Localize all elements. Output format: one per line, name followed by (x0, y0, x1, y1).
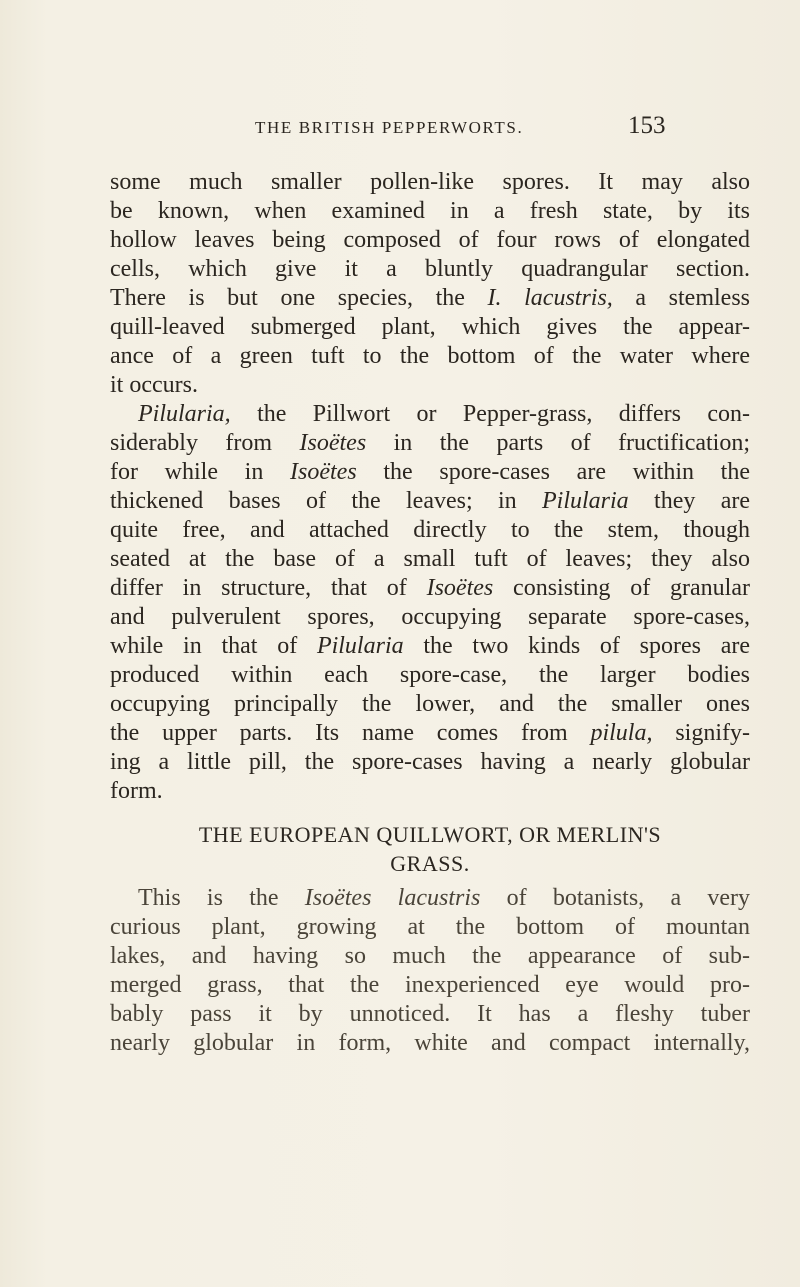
genus-name: Pilularia (316, 633, 404, 659)
section-heading-line: GRASS. (390, 851, 470, 876)
section-heading-line: THE EUROPEAN QUILLWORT, OR MERLIN'S (198, 822, 662, 847)
genus-name: Pilularia, (138, 401, 231, 427)
body-text (110, 168, 750, 1058)
text-line (110, 487, 750, 516)
text-run: in the parts of fructification; (366, 430, 751, 456)
running-head: THE BRITISH PEPPERWORTS. (255, 118, 524, 137)
paragraph-3 (110, 884, 750, 1058)
text-line: bably pass it by unnoticed. It has a fleshy tuber (110, 1001, 750, 1027)
text-line: nearly globular in form, white and compact internally, (110, 1030, 750, 1056)
text-run: consisting of granular (493, 575, 750, 601)
text-line: lakes, and having so much the appearance of sub- (110, 943, 750, 969)
genus-name: Isoëtes (299, 430, 367, 456)
text-line: be known, when examined in a fresh state, by its (110, 198, 750, 224)
text-line: quill-leaved submerged plant, which gives the appear- (110, 314, 750, 340)
genus-name: Isoëtes (290, 459, 357, 485)
text-run: for while in (110, 459, 291, 485)
text-run: signify- (652, 720, 750, 746)
text-run: of botanists, a very (480, 885, 750, 911)
text-line: some much smaller pollen-like spores. It may also (110, 169, 750, 195)
text-run: the spore-cases are within the (356, 459, 750, 485)
text-run: the Pillwort or Pepper-grass, differs con- (230, 401, 750, 427)
text-run: This is the (138, 885, 305, 911)
section-heading (110, 820, 750, 878)
text-line: and pulverulent spores, occupying separate spore-cases, (110, 604, 750, 630)
text-line (110, 400, 750, 429)
text-run: differ in structure, that of (110, 575, 427, 601)
page-number: 153 (628, 112, 666, 139)
species-name: Isoëtes lacustris (304, 885, 481, 911)
text-line (110, 284, 750, 313)
text-line (110, 632, 750, 661)
text-line: quite free, and attached directly to the stem, though (110, 517, 750, 543)
text-line: seated at the base of a small tuft of leaves; they also (110, 546, 750, 572)
text-line: produced within each spore-case, the larger bodies (110, 662, 750, 688)
text-line (110, 719, 750, 748)
text-run: thickened bases of the leaves; in (110, 488, 542, 514)
text-run: There is but one species, the (110, 285, 488, 311)
text-line (110, 884, 750, 913)
text-line: ance of a green tuft to the bottom of the water where (110, 343, 750, 369)
text-run: a stemless (612, 285, 750, 311)
text-run: the two kinds of spores are (403, 633, 750, 659)
paragraph-1 (110, 168, 750, 400)
text-line (110, 574, 750, 603)
text-line: cells, which give it a bluntly quadrangular section. (110, 256, 750, 282)
text-run: they are (628, 488, 750, 514)
text-line: curious plant, growing at the bottom of mountan (110, 914, 750, 940)
text-run: the upper parts. Its name comes from (110, 720, 591, 746)
text-line (110, 429, 750, 458)
text-line: occupying principally the lower, and the smaller ones (110, 691, 750, 717)
text-line: hollow leaves being composed of four rows of elongated (110, 227, 750, 253)
text-run: siderably from (110, 430, 300, 456)
latin-word: pilula, (590, 720, 653, 746)
text-line (110, 458, 750, 487)
text-line: merged grass, that the inexperienced eye would pro- (110, 972, 750, 998)
paragraph-2 (110, 400, 750, 806)
species-name: I. lacustris, (487, 285, 613, 311)
genus-name: Isoëtes (426, 575, 494, 601)
text-line: it occurs. (110, 372, 198, 398)
text-line: form. (110, 778, 163, 804)
genus-name: Pilularia (542, 488, 629, 514)
text-line: ing a little pill, the spore-cases having a nearly globular (110, 749, 750, 775)
text-run: while in that of (110, 633, 317, 659)
